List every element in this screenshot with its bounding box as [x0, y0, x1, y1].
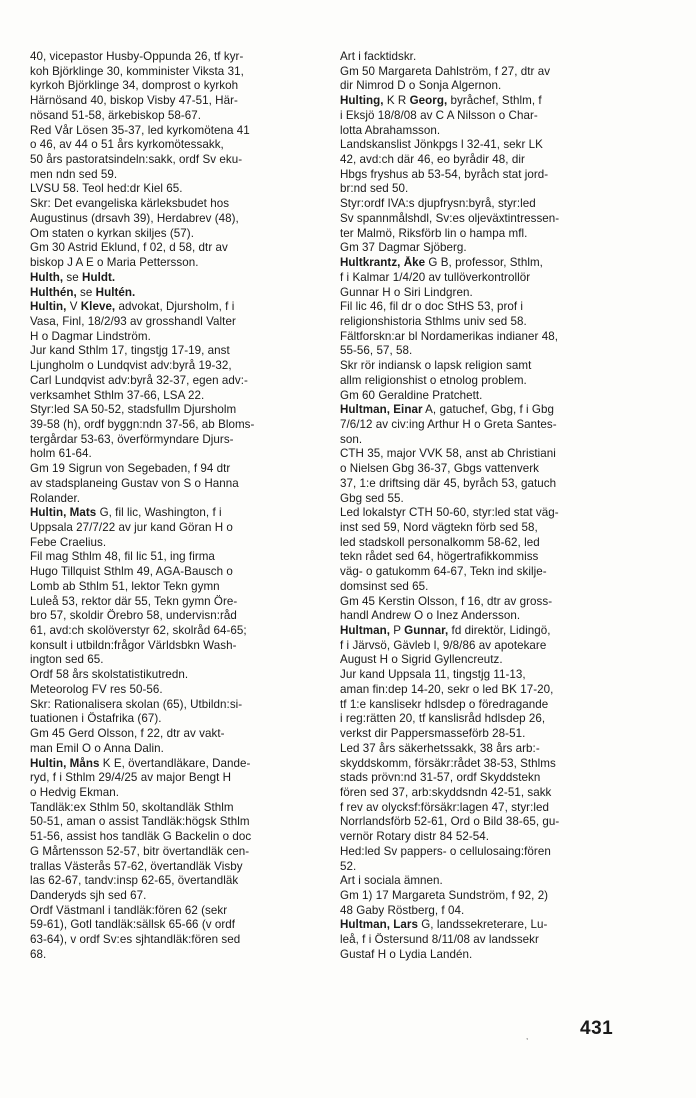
text-line — [340, 506, 638, 521]
text-line — [340, 771, 638, 786]
text-segment: 7/6/12 av civ:ing Arthur H o Greta Santes- — [340, 417, 557, 431]
text-line — [30, 182, 330, 197]
text-line — [340, 109, 638, 124]
text-line — [30, 757, 330, 772]
text-line — [340, 300, 638, 315]
text-line — [340, 50, 638, 65]
text-line — [30, 286, 330, 301]
text-segment: Jur kand Uppsala 11, tingstjg 11-13, — [340, 668, 526, 682]
text-segment: Gm 19 Sigrun von Segebaden, f 94 dtr — [30, 462, 231, 476]
text-segment: holm 61-64. — [30, 447, 92, 461]
text-line — [30, 447, 330, 462]
text-line — [30, 933, 330, 948]
text-line — [30, 477, 330, 492]
text-line — [30, 801, 330, 816]
text-segment: allm religionshist o etnolog problem. — [340, 373, 527, 387]
text-line — [30, 197, 330, 212]
text-line — [340, 256, 638, 271]
text-line — [340, 197, 638, 212]
text-segment: G B, professor, Sthlm, — [425, 256, 543, 270]
text-segment: Ordf Västmanl i tandläk:fören 62 (sekr — [30, 903, 228, 917]
text-segment: skyddskomm, försäkr:rådet 38-53, Sthlms — [340, 756, 556, 770]
text-line — [30, 580, 330, 595]
text-line — [340, 727, 638, 742]
text-segment: 68. — [30, 947, 47, 961]
text-segment: las 62-67, tandv:insp 62-65, övertandläk — [30, 874, 239, 888]
text-segment: tekn rådet sed 64, högertrafikkommiss — [340, 550, 539, 564]
text-line — [30, 815, 330, 830]
text-line — [340, 418, 638, 433]
text-segment: LVSU 58. Teol hed:dr Kiel 65. — [30, 182, 183, 196]
text-segment: kyrkoh Björklinge 34, domprost o kyrkoh — [30, 79, 239, 93]
text-segment: Gm 37 Dagmar Sjöberg. — [340, 241, 467, 255]
text-segment: August H o Sigrid Gyllencreutz. — [340, 653, 503, 667]
text-segment: i reg:rätten 20, tf kanslisråd hdlsdep 26, — [340, 712, 546, 726]
text-line — [30, 845, 330, 860]
text-line — [340, 153, 638, 168]
text-segment: o Nielsen Gbg 36-37, Gbgs vattenverk — [340, 462, 540, 476]
text-segment: Lomb ab Sthlm 51, lektor Tekn gymn — [30, 579, 220, 593]
text-line — [30, 918, 330, 933]
text-line — [30, 359, 330, 374]
text-line — [30, 168, 330, 183]
text-line — [30, 389, 330, 404]
text-line — [30, 124, 330, 139]
text-segment: fd direktör, Lidingö, — [448, 624, 551, 638]
text-segment: Ordf 58 års skolstatistikutredn. — [30, 668, 189, 682]
text-line — [30, 595, 330, 610]
text-line — [340, 653, 638, 668]
text-line — [340, 639, 638, 654]
text-segment: 59-61), Gotl tandläk:sällsk 65-66 (v ordf — [30, 918, 236, 932]
text-line — [340, 168, 638, 183]
entry-name: Georg, — [409, 94, 448, 108]
text-segment: CTH 35, major VVK 58, anst ab Christiani — [340, 447, 556, 461]
text-line — [340, 845, 638, 860]
text-segment: P — [390, 624, 405, 638]
entry-name: Hultén. — [95, 285, 136, 299]
text-line — [30, 492, 330, 507]
text-line — [30, 771, 330, 786]
text-line — [340, 433, 638, 448]
text-segment: Norrlandsförb 52-61, Ord o Bild 38-65, gu- — [340, 815, 560, 829]
text-segment: Red Vår Lösen 35-37, led kyrkomötena 41 — [30, 123, 250, 137]
text-line — [30, 948, 330, 963]
text-line — [30, 904, 330, 919]
entry-name: Hulting, — [340, 94, 384, 108]
text-segment: 52. — [340, 859, 357, 873]
text-segment: Gunnar H o Siri Lindgren. — [340, 285, 473, 299]
text-segment: Luleå 53, rektor där 55, Tekn gymn Öre- — [30, 594, 238, 608]
text-segment: Art i sociala ämnen. — [340, 874, 443, 888]
text-line — [340, 79, 638, 94]
text-line — [30, 727, 330, 742]
text-segment: 42, avd:ch där 46, eo byrådir 48, dir — [340, 153, 525, 167]
text-line — [340, 742, 638, 757]
text-segment: Led 37 års säkerhetssakk, 38 års arb:- — [340, 741, 540, 755]
text-line — [30, 153, 330, 168]
text-segment: bro 57, skoldir Örebro 58, undervisn:råd — [30, 609, 237, 623]
text-line — [30, 300, 330, 315]
text-segment: Led lokalstyr CTH 50-60, styr:led stat väg- — [340, 506, 559, 520]
text-line — [30, 65, 330, 80]
text-segment: G Mårtensson 52-57, bitr övertandläk cen- — [30, 844, 250, 858]
text-segment: K R — [383, 94, 410, 108]
text-segment: Gbg sed 55. — [340, 491, 404, 505]
text-segment: f rev av olycksf:försäkr:lagen 47, styr:led — [340, 800, 549, 814]
entry-name: Hultin, — [30, 300, 67, 314]
text-segment: V — [66, 300, 81, 314]
text-segment: Hed:led Sv pappers- o cellulosaing:fören — [340, 844, 551, 858]
text-segment: A, gatuchef, Gbg, f i Gbg — [422, 403, 555, 417]
text-segment: Skr rör indiansk o lapsk religion samt — [340, 359, 532, 373]
text-line — [340, 815, 638, 830]
text-segment: br:nd sed 50. — [340, 182, 409, 196]
text-line — [30, 639, 330, 654]
entry-name: Hulthén, — [30, 285, 77, 299]
text-segment: Hugo Tillquist Sthlm 49, AGA-Bausch o — [30, 565, 233, 579]
text-line — [30, 860, 330, 875]
entry-name: Kleve, — [80, 300, 116, 314]
text-segment: Gm 45 Kerstin Olsson, f 16, dtr av gross- — [340, 594, 553, 608]
text-segment: 37, 1:e driftsing där 45, byråch 53, gatuch — [340, 476, 557, 490]
entry-name: Hultman, Lars — [340, 918, 418, 932]
text-segment: f i Järvsö, Gävleb l, 9/8/86 av apotekare — [340, 638, 547, 652]
text-segment: 50-51, aman o assist Tandläk:högsk Sthlm — [30, 815, 250, 829]
text-line — [340, 462, 638, 477]
text-line — [30, 624, 330, 639]
text-line — [30, 683, 330, 698]
text-line — [340, 94, 638, 109]
text-line — [340, 536, 638, 551]
text-segment: advokat, Djursholm, f i — [115, 300, 235, 314]
text-line — [30, 874, 330, 889]
text-line — [340, 580, 638, 595]
text-segment: byråchef, Sthlm, f — [447, 94, 542, 108]
text-line — [30, 241, 330, 256]
text-line — [30, 256, 330, 271]
text-segment: f i Kalmar 1/4/20 av tullöverkontrollör — [340, 270, 531, 284]
text-segment: 61, avd:ch skolöverstyr 62, skolråd 64-65; — [30, 624, 247, 638]
text-segment: Tandläk:ex Sthlm 50, skoltandläk Sthlm — [30, 800, 234, 814]
text-segment: Carl Lundqvist adv:byrå 32-37, egen adv:- — [30, 373, 248, 387]
text-segment: man Emil O o Anna Dalin. — [30, 741, 164, 755]
text-line — [30, 668, 330, 683]
text-line — [340, 918, 638, 933]
text-line — [340, 286, 638, 301]
text-segment: Jur kand Sthlm 17, tingstjg 17-19, anst — [30, 344, 230, 358]
text-line — [30, 712, 330, 727]
text-line — [30, 271, 330, 286]
text-segment: Hbgs fryshus ab 53-54, byråch stat jord- — [340, 167, 549, 181]
text-line — [30, 374, 330, 389]
text-segment: Ljungholm o Lundqvist adv:byrå 19-32, — [30, 359, 232, 373]
text-line — [340, 241, 638, 256]
text-segment: Gm 45 Gerd Olsson, f 22, dtr av vakt- — [30, 727, 225, 741]
text-line — [340, 757, 638, 772]
text-segment: dir Nimrod D o Sonja Algernon. — [340, 79, 502, 93]
text-line — [30, 227, 330, 242]
text-line — [30, 506, 330, 521]
text-segment: domsinst sed 65. — [340, 579, 429, 593]
text-line — [340, 595, 638, 610]
text-line — [340, 65, 638, 80]
text-line — [30, 79, 330, 94]
text-segment: konsult i utbildn:frågor Världsbkn Wash- — [30, 638, 237, 652]
text-segment: religionshistoria Sthlms univ sed 58. — [340, 314, 527, 328]
entry-name: Hultkrantz, Åke — [340, 256, 426, 270]
text-line — [30, 94, 330, 109]
text-line — [340, 359, 638, 374]
text-line — [30, 109, 330, 124]
text-line — [340, 447, 638, 462]
entry-name: Huldt. — [82, 270, 116, 284]
text-segment: 63-64), v ordf Sv:es sjhtandläk:fören sed — [30, 933, 241, 947]
text-line — [340, 182, 638, 197]
text-segment: ington sed 65. — [30, 653, 104, 667]
text-segment: o Hedvig Ekman. — [30, 785, 120, 799]
text-segment: men ndn sed 59. — [30, 167, 118, 181]
text-segment: stads prövn:nd 31-57, ordf Skyddstekn — [340, 771, 541, 785]
text-line — [340, 683, 638, 698]
text-line — [30, 521, 330, 536]
text-segment: 40, vicepastor Husby-Oppunda 26, tf kyr- — [30, 50, 244, 63]
text-line — [340, 668, 638, 683]
text-line — [340, 786, 638, 801]
text-line — [30, 344, 330, 359]
text-segment: tuationen i Östafrika (67). — [30, 712, 162, 726]
text-line — [340, 830, 638, 845]
text-line — [340, 874, 638, 889]
text-segment: G, fil lic, Washington, f i — [96, 506, 222, 520]
text-line — [30, 418, 330, 433]
entry-name: Hultman, — [340, 624, 390, 638]
text-line — [30, 889, 330, 904]
text-line — [340, 521, 638, 536]
entry-name: Hultin, Måns — [30, 756, 100, 770]
text-line — [340, 933, 638, 948]
text-line — [340, 550, 638, 565]
text-segment: Om staten o kyrkan skiljes (57). — [30, 226, 194, 240]
text-line — [30, 653, 330, 668]
text-segment: verkst dir Pappersmasseförb 28-51. — [340, 727, 526, 741]
text-line — [340, 492, 638, 507]
entry-name: Gunnar, — [404, 624, 449, 638]
text-segment: Gm 1) 17 Margareta Sundström, f 92, 2) — [340, 888, 549, 902]
text-segment: trallas Västerås 57-62, övertandläk Visby — [30, 859, 243, 873]
text-line — [30, 565, 330, 580]
text-segment: tf 1:e kanslisekr hdlsdep o föredragande — [340, 697, 549, 711]
text-line — [340, 315, 638, 330]
text-segment: Landskanslist Jönkpgs l 32-41, sekr LK — [340, 138, 543, 152]
text-line — [340, 948, 638, 963]
text-segment: lotta Abrahamsson. — [340, 123, 441, 137]
text-segment: led stadskoll personalkomm 58-62, led — [340, 535, 540, 549]
text-segment: i Eksjö 18/8/08 av C A Nilsson o Char- — [340, 108, 538, 122]
text-segment: Augustinus (drsavh 39), Herdabrev (48), — [30, 211, 239, 225]
text-segment: 51-56, assist hos tandläk G Backelin o doc — [30, 830, 252, 844]
text-segment: Härnösand 40, biskop Visby 47-51, Här- — [30, 94, 238, 108]
text-segment: 50 års pastoratsindeln:sakk, ordf Sv eku- — [30, 153, 243, 167]
text-line — [340, 227, 638, 242]
text-line — [30, 403, 330, 418]
text-segment: Fil mag Sthlm 48, fil lic 51, ing firma — [30, 550, 215, 564]
text-line — [340, 860, 638, 875]
text-segment: av stadsplaneing Gustav von S o Hanna — [30, 476, 239, 490]
text-line — [30, 698, 330, 713]
text-segment: Gm 30 Astrid Eklund, f 02, d 58, dtr av — [30, 241, 228, 255]
text-line — [340, 138, 638, 153]
text-line — [30, 550, 330, 565]
text-line — [340, 904, 638, 919]
text-line — [340, 801, 638, 816]
text-segment: koh Björklinge 30, komminister Viksta 31, — [30, 64, 244, 78]
text-line — [30, 536, 330, 551]
left-column — [30, 50, 330, 963]
text-segment: inst sed 59, Nord vägtekn förb sed 58, — [340, 521, 538, 534]
text-segment: Art i facktidskr. — [340, 50, 417, 63]
text-segment: Sv spannmålshdl, Sv:es oljeväxtintressen- — [340, 211, 560, 225]
entry-name: Hultin, Mats — [30, 506, 97, 520]
text-segment: Vasa, Finl, 18/2/93 av grosshandl Valter — [30, 314, 236, 328]
text-line — [30, 609, 330, 624]
text-segment: Febe Craelius. — [30, 535, 107, 549]
text-segment: biskop J A E o Maria Pettersson. — [30, 256, 199, 270]
text-segment: G, landssekreterare, Lu- — [417, 918, 548, 932]
text-line — [340, 624, 638, 639]
text-segment: Fältforskn:ar bl Nordamerikas indianer 48, — [340, 329, 558, 343]
text-segment: K E, övertandläkare, Dande- — [99, 756, 251, 770]
text-line — [340, 477, 638, 492]
text-segment: se — [76, 285, 96, 299]
text-segment: ryd, f i Sthlm 29/4/25 av major Bengt H — [30, 771, 232, 785]
text-line — [340, 124, 638, 139]
text-line — [30, 330, 330, 345]
page-speck: , — [526, 1032, 529, 1041]
text-line — [340, 374, 638, 389]
text-line — [30, 462, 330, 477]
text-line — [340, 698, 638, 713]
text-segment: Meteorolog FV res 50-56. — [30, 682, 163, 696]
text-line — [340, 565, 638, 580]
text-segment: ter Malmö, Riksförb lin o hampa mfl. — [340, 226, 528, 240]
text-segment: Styr:ordf IVA:s djupfrysn:byrå, styr:led — [340, 197, 536, 211]
text-line — [340, 212, 638, 227]
text-segment: son. — [340, 432, 363, 446]
text-segment: Uppsala 27/7/22 av jur kand Göran H o — [30, 521, 233, 534]
text-segment: 55-56, 57, 58. — [340, 344, 413, 358]
text-line — [340, 609, 638, 624]
text-segment: H o Dagmar Lindström. — [30, 329, 151, 343]
text-segment: Danderyds sjh sed 67. — [30, 888, 147, 902]
text-segment: Rolander. — [30, 491, 81, 505]
text-segment: aman fin:dep 14-20, sekr o led BK 17-20, — [340, 682, 554, 696]
text-segment: Skr: Det evangeliska kärleksbudet hos — [30, 197, 230, 211]
entry-name: Hultman, Einar — [340, 403, 423, 417]
text-line — [340, 403, 638, 418]
text-line — [30, 315, 330, 330]
page-number: 431 — [580, 1018, 614, 1039]
text-line — [340, 712, 638, 727]
text-segment: Fil lic 46, fil dr o doc StHS 53, prof i — [340, 300, 524, 314]
text-line — [30, 830, 330, 845]
text-line — [30, 433, 330, 448]
text-segment: verksamhet Sthlm 37-66, LSA 22. — [30, 388, 205, 402]
text-segment: Skr: Rationalisera skolan (65), Utbildn:si- — [30, 697, 243, 711]
text-line — [340, 330, 638, 345]
text-segment: fören sed 37, arb:skyddsndn 42-51, sakk — [340, 785, 552, 799]
text-line — [30, 138, 330, 153]
text-segment: Gm 60 Geraldine Pratchett. — [340, 388, 483, 402]
text-line — [30, 786, 330, 801]
text-line — [30, 212, 330, 227]
text-segment: vernör Rotary distr 84 52-54. — [340, 830, 490, 844]
text-segment: o 46, av 44 o 51 års kyrkomötessakk, — [30, 138, 224, 152]
entry-name: Hulth, — [30, 270, 64, 284]
text-segment: handl Andrew O o Inez Andersson. — [340, 609, 521, 623]
text-segment: väg- o gatukomm 64-67, Tekn ind skilje- — [340, 565, 547, 579]
text-line — [340, 389, 638, 404]
text-segment: Gustaf H o Lydia Landén. — [340, 947, 473, 961]
text-line — [30, 742, 330, 757]
text-line — [30, 50, 330, 65]
text-segment: 48 Gaby Röstberg, f 04. — [340, 903, 465, 917]
text-segment: Gm 50 Margareta Dahlström, f 27, dtr av — [340, 64, 551, 78]
text-segment: se — [63, 270, 83, 284]
text-segment: nösand 51-58, ärkebiskop 58-67. — [30, 108, 202, 122]
text-segment: 39-58 (h), ordf byggn:ndn 37-56, ab Bloms- — [30, 417, 255, 431]
text-segment: Styr:led SA 50-52, stadsfullm Djursholm — [30, 403, 237, 417]
text-line — [340, 344, 638, 359]
text-line — [340, 271, 638, 286]
text-segment: tergårdar 53-63, överförmyndare Djurs- — [30, 432, 234, 446]
right-column — [340, 50, 638, 963]
text-line — [340, 889, 638, 904]
text-segment: leå, f i Östersund 8/11/08 av landssekr — [340, 933, 539, 947]
